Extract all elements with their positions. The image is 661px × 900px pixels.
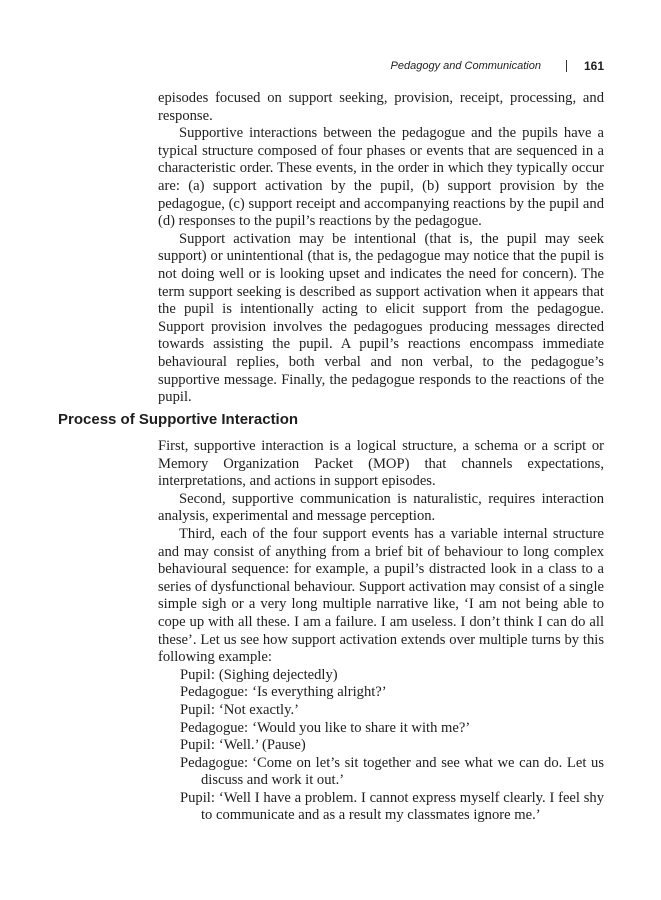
- speaker-label: Pedagogue:: [180, 754, 249, 771]
- dialogue-line: ‘Well I have a problem. I cannot express myself clearly. I feel shy to communicate and as a result my classmates ignore me.’: [201, 789, 604, 824]
- dialogue-line: ‘Well.’ (Pause): [218, 737, 306, 754]
- speaker-label: Pupil:: [180, 737, 215, 754]
- paragraph-continued: episodes focused on support seeking, provision, receipt, processing, and response.: [158, 90, 604, 124]
- dialogue-line: (Sighing dejectedly): [218, 666, 338, 683]
- paragraph: Supportive interactions between the pedagogue and the pupils have a typical structure composed of four phases or events that are sequenced in a characteristic order. These events, in the order in which they typically occur are: (a) support activation by the pupil, (b) support provision by the pedagogue, (c) support receipt and accompanying reactions by the pupil and (d) responses to the pupil’s reactions by the pedagogue.: [158, 125, 604, 230]
- running-title: Pedagogy and Communication: [390, 60, 541, 72]
- page-number: 161: [583, 59, 604, 73]
- dialogue-turn: [158, 720, 604, 738]
- paragraph: Support activation may be intentional (that is, the pupil may seek support) or unintentional (that is, the pedagogue may notice that the pupil is not doing well or is looking upset and indicates the need for concern). The term support seeking is described as support activation when it appears that the pupil is intentionally acting to elicit support from the pedagogue. Support provision involves the pedagogues producing messages directed towards assisting the pupil. A pupil’s reactions encompass immediate behavioural replies, both verbal and non verbal, to the pedagogue’s supportive message. Finally, the pedagogue responds to the reactions of the pupil.: [158, 230, 604, 406]
- dialogue-turn: [158, 667, 604, 685]
- speaker-label: Pedagogue:: [180, 684, 249, 701]
- speaker-label: Pupil:: [180, 666, 215, 683]
- speaker-label: Pupil:: [180, 789, 215, 806]
- header-divider: [566, 60, 567, 72]
- dialogue-turn: [158, 702, 604, 720]
- section-one-body: [158, 90, 604, 407]
- paragraph: First, supportive interaction is a logical structure, a schema or a script or Memory Organization Packet (MOP) that channels expectations, interpretations, and actions in support episodes.: [158, 438, 604, 490]
- running-head: [391, 58, 604, 74]
- dialogue-turn: [158, 737, 604, 755]
- dialogue-turn: [158, 684, 604, 702]
- speaker-label: Pedagogue:: [180, 719, 249, 736]
- dialogue-line: ‘Is everything alright?’: [252, 684, 387, 701]
- speaker-label: Pupil:: [180, 701, 215, 718]
- dialogue-turn: [158, 790, 604, 825]
- dialogue-example: [158, 667, 604, 825]
- paragraph: Third, each of the four support events has a variable internal structure and may consist of anything from a brief bit of behaviour to long complex behavioural sequence: for example, a pupil’s distracted look in a class to a series of dysfunctional behaviour. Support activation may consist of a single simple sigh or a very long multiple narrative like, ‘I am not being able to cope up with all these. I am a failure. I am useless. I don’t think I can do all these’. Let us see how support activation extends over multiple turns by this following example:: [158, 525, 604, 666]
- dialogue-line: ‘Would you like to share it with me?’: [252, 719, 471, 736]
- dialogue-line: ‘Not exactly.’: [218, 701, 299, 718]
- section-two-body: [158, 438, 604, 825]
- dialogue-line: ‘Come on let’s sit together and see what we can do. Let us discuss and work it out.’: [201, 754, 604, 789]
- section-heading: Process of Supportive Interaction: [58, 411, 299, 428]
- paragraph: Second, supportive communication is naturalistic, requires interaction analysis, experimental and message perception.: [158, 490, 604, 525]
- dialogue-turn: [158, 755, 604, 790]
